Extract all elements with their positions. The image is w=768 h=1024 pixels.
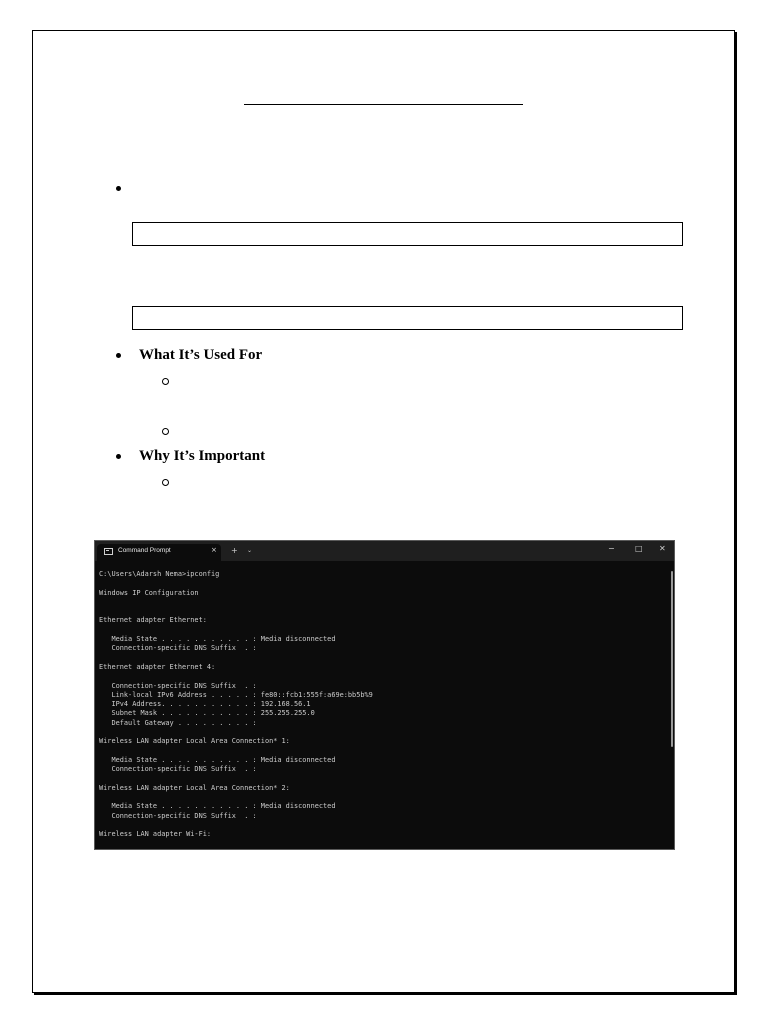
terminal-line: Media State . . . . . . . . . . . : Media disconnected — [99, 802, 336, 811]
terminal-line — [99, 793, 667, 802]
tab-command-prompt[interactable] — [97, 544, 221, 561]
terminal-line — [99, 672, 667, 681]
terminal-icon — [104, 548, 113, 555]
bullet-2 — [116, 353, 121, 358]
tab-close-icon[interactable]: × — [211, 546, 217, 554]
minimize-icon[interactable]: − — [608, 544, 615, 553]
sub-bullet-3 — [162, 479, 169, 486]
terminal-output — [99, 570, 667, 840]
tab-title: Command Prompt — [118, 547, 171, 554]
terminal-line: Connection-specific DNS Suffix . : — [99, 681, 257, 690]
terminal-line — [99, 821, 667, 830]
terminal-scrollbar[interactable] — [671, 571, 673, 747]
bullet-1 — [116, 186, 121, 191]
terminal-line: Wireless LAN adapter Local Area Connection* 2: — [99, 783, 290, 792]
terminal-line: Media State . . . . . . . . . . . : Media disconnected — [99, 635, 336, 644]
terminal-line — [99, 747, 667, 756]
text-box-2 — [132, 306, 683, 330]
new-tab-icon[interactable]: + — [231, 546, 238, 555]
bullet-3 — [116, 454, 121, 459]
terminal-line — [99, 579, 667, 588]
terminal-line: Connection-specific DNS Suffix . : — [99, 811, 257, 820]
close-icon[interactable]: ✕ — [659, 544, 666, 553]
terminal-titlebar — [95, 541, 674, 561]
terminal-line — [99, 775, 667, 784]
terminal-line: Default Gateway . . . . . . . . . : — [99, 718, 257, 727]
terminal-line: Ethernet adapter Ethernet 4: — [99, 662, 216, 671]
terminal-line — [99, 626, 667, 635]
title-underline — [244, 104, 523, 105]
heading-used-for: What It’s Used For — [139, 347, 263, 363]
chevron-down-icon[interactable]: ⌄ — [247, 547, 253, 554]
terminal-line: Media State . . . . . . . . . . . : Media disconnected — [99, 755, 336, 764]
terminal-line: Windows IP Configuration — [99, 588, 199, 597]
terminal-line — [99, 598, 667, 607]
terminal-line: Wireless LAN adapter Wi-Fi: — [99, 830, 212, 839]
heading-important: Why It’s Important — [139, 448, 266, 464]
terminal-line: Ethernet adapter Ethernet: — [99, 616, 207, 625]
terminal-line: IPv4 Address. . . . . . . . . . . : 192.168.56.1 — [99, 700, 311, 709]
terminal-line — [99, 728, 667, 737]
text-box-1 — [132, 222, 683, 246]
terminal-line: Connection-specific DNS Suffix . : — [99, 644, 257, 653]
terminal-line: C:\Users\Adarsh Nema>ipconfig — [99, 570, 220, 578]
maximize-icon[interactable]: □ — [635, 544, 643, 553]
terminal-line — [99, 607, 667, 616]
sub-bullet-2 — [162, 428, 169, 435]
terminal-line: Connection-specific DNS Suffix . : — [99, 765, 257, 774]
terminal-line: Link-local IPv6 Address . . . . . : fe80::fcb1:555f:a69e:bb5b%9 — [99, 690, 373, 699]
sub-bullet-1 — [162, 378, 169, 385]
terminal-line: Wireless LAN adapter Local Area Connection* 1: — [99, 737, 290, 746]
terminal-line: Subnet Mask . . . . . . . . . . . : 255.255.255.0 — [99, 709, 315, 718]
terminal-line — [99, 654, 667, 663]
command-prompt-screenshot — [94, 540, 675, 850]
